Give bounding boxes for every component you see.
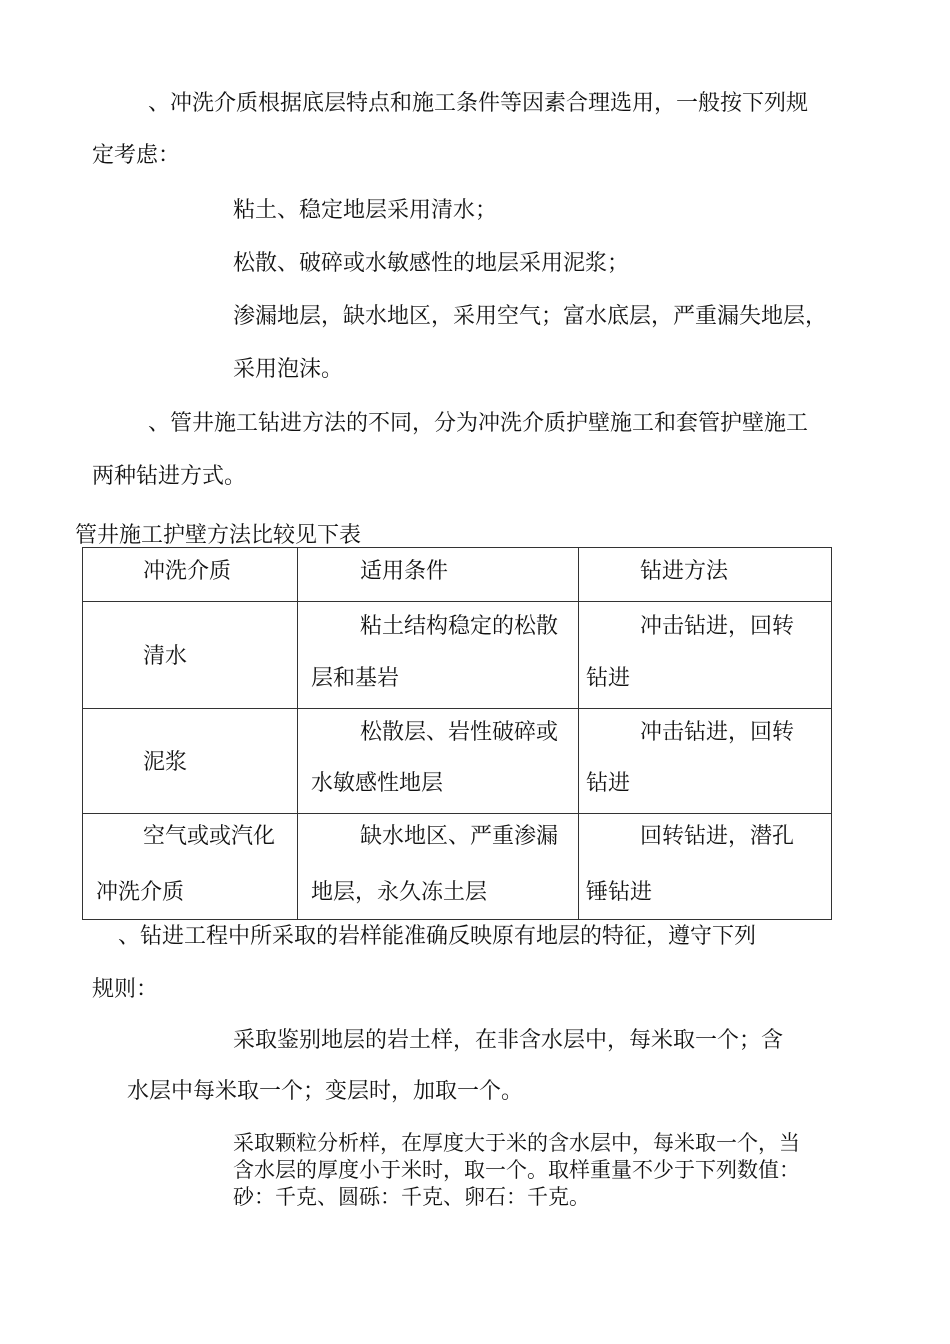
list-item-grain-sample-line1: 采取颗粒分析样，在厚度大于米的含水层中，每米取一个，当 [233,1131,800,1155]
cell-medium: 泥浆 [83,709,298,814]
paragraph-drilling-method-line1: 、管井施工钻进方法的不同，分为冲洗介质护壁施工和套管护壁施工 [148,411,809,436]
list-item-grain-sample-line3: 砂：千克、圆砾：千克、卵石：千克。 [233,1185,590,1209]
list-item-soil-sample-line2: 水层中每米取一个；变层时，加取一个。 [127,1079,524,1104]
cell-condition: 缺水地区、严重渗漏 地层，永久冻土层 [298,814,579,920]
table-row [83,709,832,814]
header-cell-medium: 冲洗介质 [83,548,298,602]
cell-condition: 松散层、岩性破碎或 水敏感性地层 [298,709,579,814]
list-item-mud: 松散、破碎或水敏感性的地层采用泥浆； [233,251,630,276]
list-item-air-line1: 渗漏地层，缺水地区，采用空气；富水底层，严重漏失地层， [233,304,828,329]
cell-medium: 清水 [83,602,298,709]
cell-method: 回转钻进，潜孔 锤钻进 [579,814,832,920]
cell-condition: 粘土结构稳定的松散 层和基岩 [298,602,579,709]
cell-medium: 空气或或汽化 冲洗介质 [83,814,298,920]
table-row [83,602,832,709]
header-cell-method: 钻进方法 [579,548,832,602]
list-item-air-line2: 采用泡沫。 [233,357,344,382]
list-item-clay: 粘土、稳定地层采用清水； [233,198,498,223]
cell-method: 冲击钻进，回转 钻进 [579,602,832,709]
paragraph-flushing-medium-line1: 、冲洗介质根据底层特点和施工条件等因素合理选用，一般按下列规 [148,91,809,116]
list-item-grain-sample-line2: 含水层的厚度小于米时，取一个。取样重量不少于下列数值： [233,1158,800,1182]
paragraph-flushing-medium-line2: 定考虑： [92,143,181,168]
header-cell-condition: 适用条件 [298,548,579,602]
paragraph-sampling-line1: 、钻进工程中所采取的岩样能准确反映原有地层的特征，遵守下列 [118,924,757,949]
paragraph-sampling-line2: 规则： [92,977,159,1002]
table-row [83,814,832,920]
list-item-soil-sample-line1: 采取鉴别地层的岩土样，在非含水层中，每米取一个；含 [233,1028,784,1053]
cell-method: 冲击钻进，回转 钻进 [579,709,832,814]
paragraph-drilling-method-line2: 两种钻进方式。 [92,464,247,489]
table-caption: 管井施工护壁方法比较见下表 [75,523,362,548]
comparison-table [82,547,832,920]
table-header-row [83,548,832,602]
